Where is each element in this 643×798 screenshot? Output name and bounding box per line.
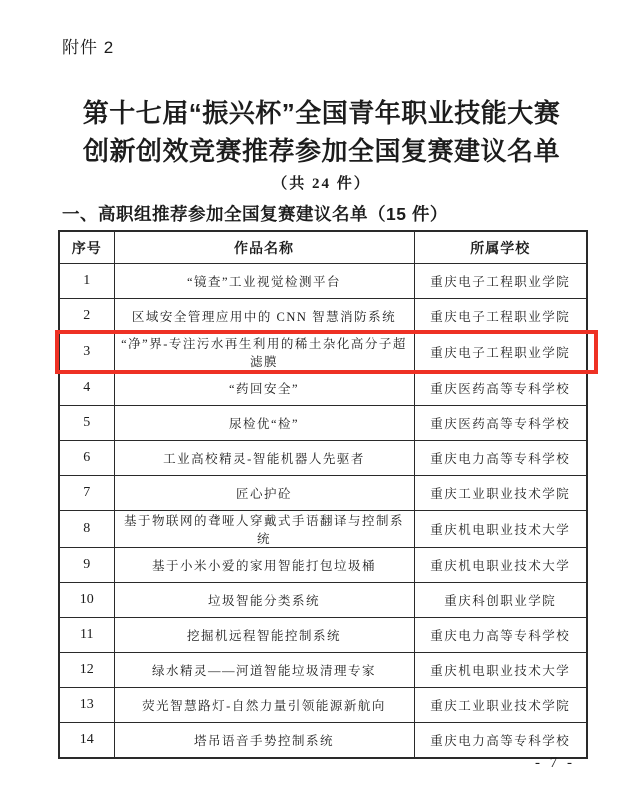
cell-serial-number: 11 <box>59 618 114 653</box>
cell-serial-number: 9 <box>59 548 114 583</box>
table-row <box>59 371 587 406</box>
document-title-line2: 创新创效竞赛推荐参加全国复赛建议名单 <box>82 136 560 166</box>
document-title <box>0 94 643 170</box>
cell-school: 重庆科创职业学院 <box>414 583 587 618</box>
cell-school: 重庆工业职业技术学院 <box>414 688 587 723</box>
cell-school: 重庆电子工程职业学院 <box>414 299 587 334</box>
document-title-line1: 第十七届“振兴杯”全国青年职业技能大赛 <box>82 98 561 128</box>
table-row <box>59 618 587 653</box>
table-row <box>59 476 587 511</box>
cell-work-title: 工业高校精灵-智能机器人先驱者 <box>114 441 414 476</box>
cell-school: 重庆电子工程职业学院 <box>414 334 587 371</box>
header-school: 所属学校 <box>414 231 587 264</box>
table-row <box>59 653 587 688</box>
cell-work-title: “净”界-专注污水再生利用的稀土杂化高分子超滤膜 <box>114 334 414 371</box>
cell-serial-number: 10 <box>59 583 114 618</box>
cell-serial-number: 12 <box>59 653 114 688</box>
header-serial-number: 序号 <box>59 231 114 264</box>
cell-work-title: 基于物联网的聋哑人穿戴式手语翻译与控制系统 <box>114 511 414 548</box>
table-row <box>59 511 587 548</box>
cell-work-title: 匠心护砼 <box>114 476 414 511</box>
cell-school: 重庆工业职业技术学院 <box>414 476 587 511</box>
cell-serial-number: 5 <box>59 406 114 441</box>
cell-school: 重庆医药高等专科学校 <box>414 406 587 441</box>
cell-school: 重庆电力高等专科学校 <box>414 618 587 653</box>
table-row <box>59 583 587 618</box>
table-row <box>59 688 587 723</box>
cell-work-title: 荧光智慧路灯-自然力量引领能源新航向 <box>114 688 414 723</box>
table-row <box>59 548 587 583</box>
table-row-highlighted <box>59 334 587 371</box>
attachment-label: 附件 2 <box>62 38 115 57</box>
total-count-note: （共 24 件） <box>272 176 371 192</box>
cell-serial-number: 4 <box>59 371 114 406</box>
cell-work-title: 塔吊语音手势控制系统 <box>114 723 414 759</box>
cell-serial-number: 7 <box>59 476 114 511</box>
cell-school: 重庆医药高等专科学校 <box>414 371 587 406</box>
table-row <box>59 723 587 759</box>
cell-school: 重庆机电职业技术大学 <box>414 511 587 548</box>
cell-school: 重庆电力高等专科学校 <box>414 441 587 476</box>
cell-work-title: “镜查”工业视觉检测平台 <box>114 264 414 299</box>
table-row <box>59 299 587 334</box>
cell-school: 重庆机电职业技术大学 <box>414 653 587 688</box>
header-work-title: 作品名称 <box>114 231 414 264</box>
cell-serial-number: 3 <box>59 334 114 371</box>
cell-work-title: “药回安全” <box>114 371 414 406</box>
cell-work-title: 垃圾智能分类系统 <box>114 583 414 618</box>
cell-work-title: 尿检优“检” <box>114 406 414 441</box>
section-heading: 一、高职组推荐参加全国复赛建议名单（15 件） <box>62 204 448 224</box>
cell-school: 重庆机电职业技术大学 <box>414 548 587 583</box>
cell-work-title: 区域安全管理应用中的 CNN 智慧消防系统 <box>114 299 414 334</box>
table-row <box>59 264 587 299</box>
cell-work-title: 绿水精灵——河道智能垃圾清理专家 <box>114 653 414 688</box>
cell-serial-number: 14 <box>59 723 114 759</box>
recommendation-table <box>58 230 588 759</box>
table-row <box>59 406 587 441</box>
cell-school: 重庆电力高等专科学校 <box>414 723 587 759</box>
table-header-row <box>59 231 587 264</box>
cell-work-title: 挖掘机远程智能控制系统 <box>114 618 414 653</box>
page-number: - 7 - <box>535 755 575 771</box>
cell-school: 重庆电子工程职业学院 <box>414 264 587 299</box>
cell-work-title: 基于小米小爱的家用智能打包垃圾桶 <box>114 548 414 583</box>
table-row <box>59 441 587 476</box>
cell-serial-number: 6 <box>59 441 114 476</box>
cell-serial-number: 2 <box>59 299 114 334</box>
cell-serial-number: 1 <box>59 264 114 299</box>
cell-serial-number: 8 <box>59 511 114 548</box>
cell-serial-number: 13 <box>59 688 114 723</box>
